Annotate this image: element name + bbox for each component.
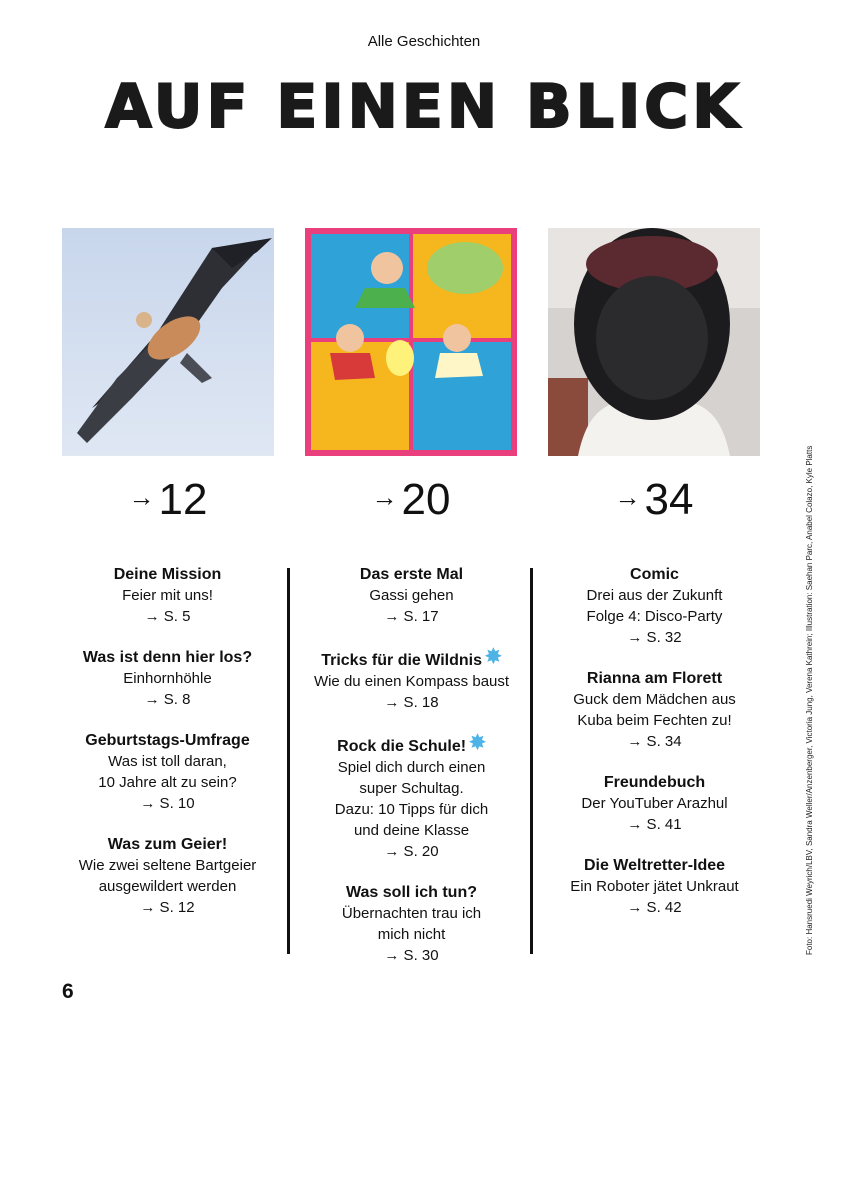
entry-line: Was ist toll daran, bbox=[108, 753, 227, 770]
page-number: 6 bbox=[62, 980, 74, 1003]
entry-line: Einhornhöhle bbox=[123, 670, 212, 687]
kids-illustration bbox=[305, 228, 517, 456]
toc-entry[interactable] bbox=[290, 647, 533, 713]
entry-line: Drei aus der Zukunft bbox=[586, 587, 723, 604]
entry-line: und deine Klasse bbox=[353, 822, 470, 839]
entry-line: Kuba beim Fechten zu! bbox=[577, 712, 732, 729]
entry-line: Wie du einen Kompass baust bbox=[313, 673, 510, 690]
toc-column-2 bbox=[290, 564, 533, 986]
toc-entry[interactable] bbox=[290, 564, 533, 627]
toc-column-3 bbox=[533, 564, 776, 938]
entry-line: ausgewildert werden bbox=[98, 878, 237, 895]
entry-page-ref: → S. 5 bbox=[144, 608, 191, 625]
entry-title: Comic bbox=[630, 566, 679, 583]
entry-title: Das erste Mal bbox=[359, 566, 464, 583]
feature-page-number: 20 bbox=[401, 475, 451, 524]
entry-title: Die Weltretter-Idee bbox=[583, 857, 726, 874]
entry-title: Was ist denn hier los? bbox=[82, 649, 253, 666]
entry-title: Was soll ich tun? bbox=[346, 884, 477, 901]
toc-entry[interactable] bbox=[290, 733, 533, 862]
entry-line: Wie zwei seltene Bartgeier bbox=[78, 857, 257, 874]
arrow-right-icon: → bbox=[614, 482, 641, 512]
entry-page-ref: → S. 10 bbox=[140, 795, 195, 812]
bearded-vulture-photo bbox=[62, 228, 274, 456]
toc-entry[interactable] bbox=[533, 772, 776, 835]
entry-page-ref: → S. 12 bbox=[140, 899, 195, 916]
entry-page-ref: → S. 34 bbox=[627, 733, 682, 750]
star-burst-icon: ✸ bbox=[485, 646, 502, 668]
entry-title: Deine Mission bbox=[113, 566, 222, 583]
feature-page-20[interactable] bbox=[305, 475, 517, 525]
entry-line: Übernachten trau ich bbox=[341, 905, 482, 922]
entry-page-ref: → S. 17 bbox=[384, 608, 439, 625]
entry-line: Gassi gehen bbox=[369, 587, 454, 604]
feature-page-number: 34 bbox=[644, 475, 694, 524]
star-burst-icon: ✸ bbox=[469, 732, 486, 754]
page-title: AUF EINEN BLICK bbox=[105, 72, 743, 142]
entry-title: Rianna am Florett bbox=[586, 670, 723, 687]
toc-entry[interactable] bbox=[290, 882, 533, 966]
feature-page-number: 12 bbox=[158, 475, 208, 524]
entry-line: Der YouTuber Arazhul bbox=[581, 795, 728, 812]
toc-entry[interactable] bbox=[46, 834, 289, 918]
toc-entry[interactable] bbox=[533, 668, 776, 752]
toc-entry[interactable] bbox=[533, 564, 776, 648]
entry-page-ref: → S. 41 bbox=[627, 816, 682, 833]
entry-title: Geburtstags-Umfrage bbox=[85, 732, 250, 749]
toc-column-1 bbox=[46, 564, 289, 938]
entry-page-ref: → S. 20 bbox=[384, 843, 439, 860]
arrow-right-icon: → bbox=[371, 482, 398, 512]
entry-line: mich nicht bbox=[377, 926, 446, 943]
entry-line: Feier mit uns! bbox=[122, 587, 213, 604]
kicker: Alle Geschichten bbox=[367, 33, 481, 50]
entry-line: Dazu: 10 Tipps für dich bbox=[334, 801, 489, 818]
entry-line: 10 Jahre alt zu sein? bbox=[98, 774, 237, 791]
entry-line: super Schultag. bbox=[359, 780, 464, 797]
toc-entry[interactable] bbox=[46, 564, 289, 627]
entry-title: Freundebuch bbox=[603, 774, 706, 791]
entry-page-ref: → S. 18 bbox=[384, 694, 439, 711]
photo-credit: Foto: Hansruedi Weyrich/LBV, Sandra Weller/Anzenberger, Victoria Jung, Verena Kathrein; Illustration: Saehan Parc, Anabel Colazo, Kyle Platts bbox=[805, 445, 814, 955]
entry-page-ref: → S. 42 bbox=[627, 899, 682, 916]
entry-page-ref: → S. 30 bbox=[384, 947, 439, 964]
arrow-right-icon: → bbox=[128, 482, 155, 512]
entry-title: Was zum Geier! bbox=[107, 836, 228, 853]
feature-page-12[interactable] bbox=[62, 475, 274, 525]
entry-title: Rock die Schule! bbox=[337, 738, 467, 755]
entry-page-ref: → S. 32 bbox=[627, 629, 682, 646]
entry-title: Tricks für die Wildnis bbox=[321, 652, 482, 669]
entry-line: Guck dem Mädchen aus bbox=[573, 691, 736, 708]
toc-entry[interactable] bbox=[46, 730, 289, 814]
toc-entry[interactable] bbox=[533, 855, 776, 918]
fencing-mask-photo bbox=[548, 228, 760, 456]
toc-entry[interactable] bbox=[46, 647, 289, 710]
entry-line: Folge 4: Disco-Party bbox=[586, 608, 723, 625]
entry-line: Spiel dich durch einen bbox=[337, 759, 486, 776]
entry-line: Ein Roboter jätet Unkraut bbox=[570, 878, 739, 895]
feature-page-34[interactable] bbox=[548, 475, 760, 525]
entry-page-ref: → S. 8 bbox=[144, 691, 191, 708]
